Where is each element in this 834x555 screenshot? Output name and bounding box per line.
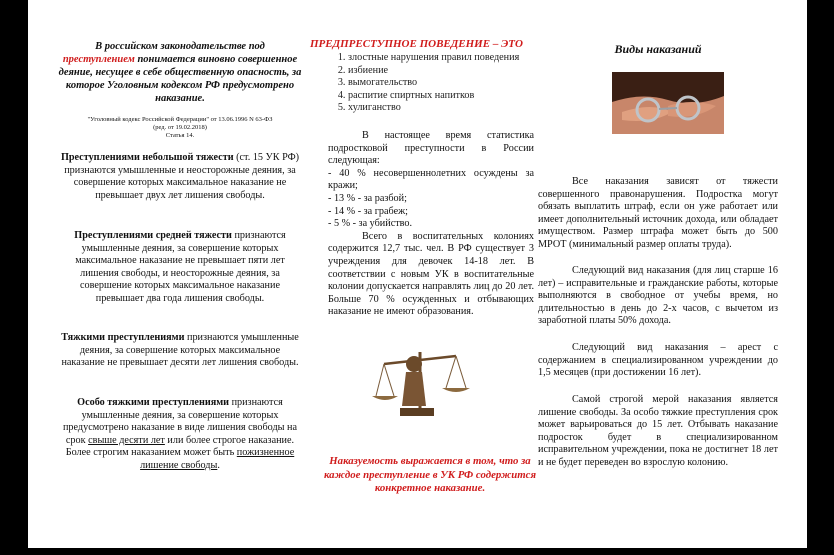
block-text: или более строгое наказание. Более строгим наказанием может быть <box>65 434 295 459</box>
block-title: Преступлениями небольшой тяжести <box>60 152 234 163</box>
block-text: признаются умышленные деяния, за совершение которых максимальное наказание не превышает пяти лет лишения свободы, и неосторожные деяния, за совершение которых максимальное наказание превышает два года лишения свободы. <box>75 230 286 304</box>
paragraph-correctional-work: Следующий вид наказания (для лиц старше 16 лет) – исправительные и гражданские работы, которые выполняются в свободное от учебы время, но длительностью в день до 2-х часов, с вычетом из заработной платы 50% дохода. <box>538 265 778 327</box>
underlined-term: пожизненное лишение свободы <box>140 447 295 471</box>
paragraph-arrest: Следующий вид наказания – арест с содержанием в специализированном учреждении до 1,5 месяцев (при достижении 16 лет). <box>538 342 778 379</box>
stat-line: - 5 % - за убийство. <box>328 218 413 230</box>
brochure-page <box>28 0 807 548</box>
underlined-term: свыше десяти лет <box>88 434 165 446</box>
list-item: 5. хулиганство <box>348 102 538 115</box>
block-text: признаются умышленные деяния, за совершение которых максимальное наказание не превышает десяти лет лишения свободы. <box>61 332 299 369</box>
intro-keyword: преступлением <box>62 54 135 65</box>
source-line: "Уголовный кодекс Российской Федерации" от 13.06.1996 N 63-ФЗ <box>87 116 273 123</box>
stat-line: - 13 % - за разбой; <box>328 192 407 204</box>
colonies-text: Всего в воспитательных колониях содержится 12,7 тыс. чел. В РФ существует 3 учреждения для девочек 14-18 лет. В соответствии с новым УК в воспитательные колонии допускается направлять лиц до 20 лет. Больше 70 % осужденных и отбывающих наказание не имеют образования. <box>328 230 534 318</box>
crime-definition <box>58 40 302 105</box>
stat-line: - 14 % - за грабеж; <box>328 205 408 217</box>
source-line: (ред. от 19.02.2018) <box>153 124 207 131</box>
block-title: Тяжкими преступлениями <box>61 332 185 343</box>
punishment-types-title: Виды наказаний <box>614 42 702 56</box>
intro-text: В российском законодательстве под <box>95 41 265 52</box>
block-text: (ст. 15 УК РФ) признаются умышленные и неосторожные деяния, за совершение которых максимальное наказание не превышает двух лет лишения свободы. <box>64 152 300 201</box>
statistics-block <box>328 130 534 319</box>
block-minor-crimes <box>58 152 302 202</box>
legal-source <box>58 116 302 140</box>
handcuffs-icon <box>612 72 724 134</box>
block-title: Преступлениями средней тяжести <box>74 230 232 241</box>
pre-criminal-heading: ПРЕДПРЕСТУПНОЕ ПОВЕДЕНИЕ – ЭТО <box>310 38 523 50</box>
behavior-list <box>332 52 538 115</box>
punishability-quote: Наказуемость выражается в том, что за каждое преступление в УК РФ содержится конкретное наказание. <box>323 455 537 494</box>
list-item: 3. вымогательство <box>348 77 538 90</box>
block-grave-crimes <box>58 332 302 370</box>
list-item: 1. злостные нарушения правил поведения <box>348 52 538 65</box>
punctuation: . <box>217 459 220 471</box>
list-item: 2. избиение <box>348 65 538 78</box>
intro-text-end: понимается виновно совершенное деяние, несущее в себе общественную опасность, за которое Уголовным кодексом РФ предусмотрено наказание. <box>58 54 302 104</box>
block-medium-crimes <box>58 230 302 306</box>
stat-intro: В настоящее время статистика подростковой преступности в России следующая: <box>328 130 534 167</box>
block-text: признаются умышленные деяния, за совершение которых предусмотрено наказание в виде лишения свободы на срок <box>62 397 298 446</box>
paragraph-imprisonment: Самой строгой мерой наказания является лишение свободы. За особо тяжкие преступления срок может варьироваться до 15 лет. Отбывать наказание подросток будет в специализированном исправительном учреждении, пока не достигнет 18 лет и не будет переведен во взрослую колонию. <box>538 394 778 468</box>
list-item: 4. распитие спиртных напитков <box>348 90 538 103</box>
themis-scales-icon <box>364 342 476 422</box>
source-line: Статья 14. <box>165 132 195 139</box>
block-title: Особо тяжкими преступлениями <box>77 397 230 408</box>
paragraph-fine: Все наказания зависят от тяжести совершенного правонарушения. Подростка могут обязать выплатить штраф, если он уже работает или имеет дополнительный источник дохода, или обладает имуществом. Размер штрафа может быть до 500 МРОТ (минимальный размер оплаты труда). <box>538 176 778 250</box>
block-especially-grave-crimes <box>58 397 302 473</box>
stat-line: - 40 % несовершеннолетних осуждены за кражи; <box>328 167 534 192</box>
